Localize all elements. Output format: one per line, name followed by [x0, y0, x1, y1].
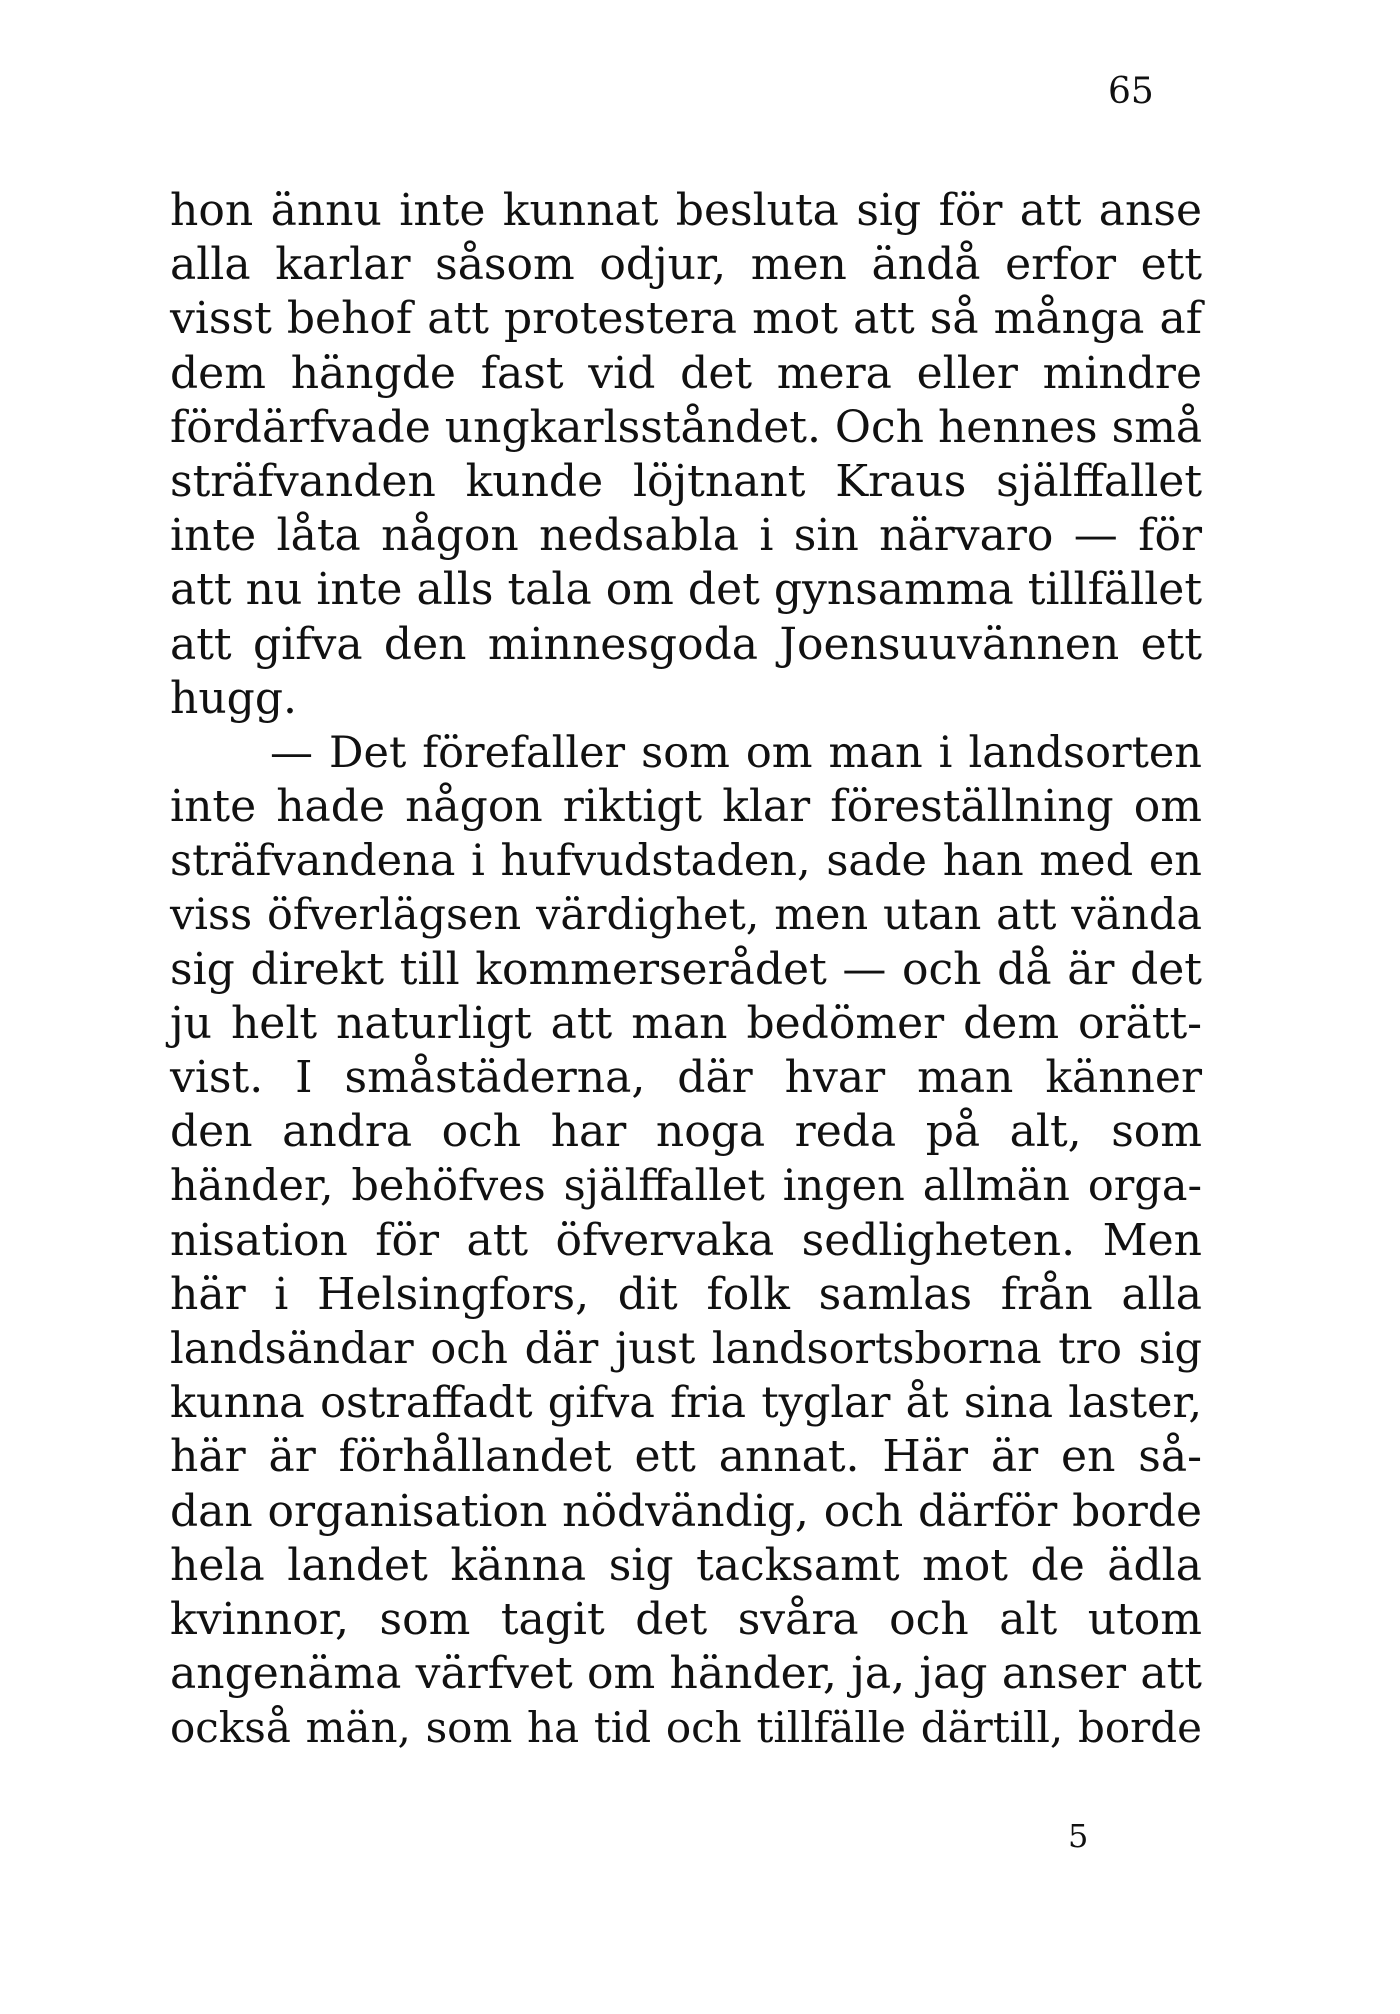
- text-line: den andra och har noga reda på alt, som: [170, 1106, 1202, 1158]
- text-line: sträfvandena i hufvudstaden, sade han med en: [170, 836, 1202, 887]
- text-line: kunna ostraffadt gifva fria tyglar åt sina laster,: [170, 1378, 1202, 1429]
- text-line: händer, behöfves själffallet ingen allmän orga-: [170, 1161, 1202, 1212]
- text-line: kvinnor, som tagit det svåra och alt utom: [170, 1593, 1202, 1645]
- text-line: hugg.: [170, 672, 297, 724]
- text-line: landsändar och där just landsortsborna tro sig: [170, 1323, 1202, 1374]
- text-line: sträfvanden kunde löjtnant Kraus själffallet: [170, 455, 1202, 507]
- text-line: viss öfverlägsen värdighet, men utan att vända: [170, 890, 1202, 941]
- text-line: också män, som ha tid och tillfälle därtill, borde: [170, 1703, 1202, 1753]
- text-line: sig direkt till kommerserådet — och då är det: [170, 943, 1202, 995]
- signature-mark: 5: [1068, 1817, 1089, 1855]
- text-line: dan organisation nödvändig, och därför borde: [170, 1485, 1202, 1537]
- text-line: att nu inte alls tala om det gynsamma tillfället: [170, 564, 1202, 616]
- text-line: inte hade någon riktigt klar föreställning om: [170, 781, 1202, 833]
- text-line: här är förhållandet ett annat. Här är en så-: [170, 1431, 1202, 1483]
- text-line: visst behof att protestera mot att så många af: [170, 293, 1202, 345]
- text-line: hela landet känna sig tacksamt mot de ädla: [170, 1539, 1202, 1591]
- text-line: att gifva den minnesgoda Joensuuvännen ett: [170, 618, 1202, 670]
- text-line: inte låta någon nedsabla i sin närvaro — för: [170, 510, 1202, 562]
- text-line: alla karlar såsom odjur, men ändå erfor ett: [170, 239, 1202, 291]
- text-line: här i Helsingfors, dit folk samlas från alla: [170, 1268, 1202, 1320]
- page-number: 65: [1108, 71, 1154, 112]
- text-line: — Det förefaller som om man i landsorten: [270, 727, 1202, 778]
- text-line: dem hängde fast vid det mera eller mindre: [170, 347, 1202, 399]
- text-line: angenäma värfvet om händer, ja, jag anser att: [170, 1648, 1202, 1700]
- text-line: fördärfvade ungkarlsståndet. Och hennes små: [170, 401, 1203, 453]
- body-text: [170, 184, 1202, 1755]
- text-line: hon ännu inte kunnat besluta sig för att anse: [170, 185, 1202, 236]
- text-line: vist. I småstäderna, där hvar man känner: [170, 1052, 1202, 1103]
- text-line: ju helt naturligt att man bedömer dem orätt-: [170, 997, 1202, 1049]
- text-line: nisation för att öfvervaka sedligheten. Men: [170, 1214, 1202, 1266]
